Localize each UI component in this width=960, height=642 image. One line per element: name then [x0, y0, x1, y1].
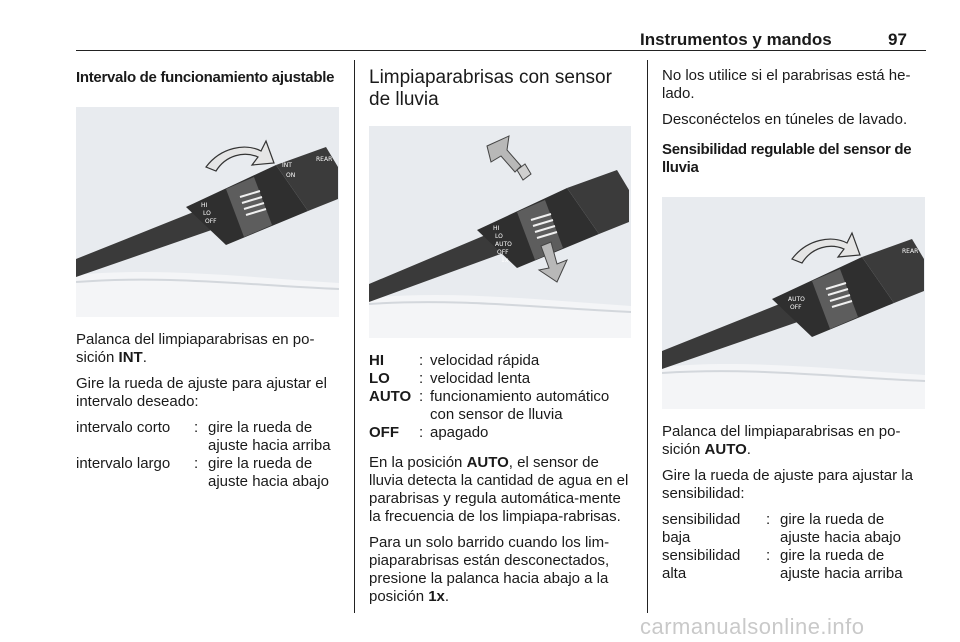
definition-description: gire la rueda de ajuste hacia abajo	[208, 455, 329, 490]
rotate-up-arrow-icon	[792, 233, 860, 263]
definition-term: intervalo corto	[76, 419, 171, 436]
paragraph: Desconéctelos en túneles de lavado.	[662, 111, 908, 128]
definition-row	[662, 547, 926, 583]
definition-row	[662, 511, 926, 547]
stalk-label: INT	[282, 162, 292, 169]
definition-separator: :	[194, 419, 199, 436]
column-3	[662, 58, 926, 583]
stalk-label: REAR	[316, 156, 333, 163]
paragraph: Para un solo barrido cuando los lim-piaparabrisas están desconectados, presione la palanca hacia abajo a la posición 1x.	[369, 534, 610, 605]
definition-row	[76, 455, 340, 491]
stalk-label: OFF	[205, 218, 217, 225]
definition-description: gire la rueda de ajuste hacia arriba	[208, 419, 331, 454]
definition-separator: :	[194, 455, 199, 472]
definition-list	[662, 511, 926, 583]
definition-separator: :	[419, 370, 424, 387]
definition-list	[76, 419, 340, 491]
wiper-stalk-illustration	[76, 107, 339, 317]
column-divider	[647, 60, 648, 613]
definition-separator: :	[766, 511, 771, 528]
stalk-label: LO	[203, 210, 211, 217]
paragraph: No los utilice si el parabrisas está he-lado.	[662, 67, 911, 102]
column-1	[76, 58, 340, 491]
watermark: carmanualsonline.info	[640, 614, 865, 639]
paragraph: En la posición AUTO, el sensor de lluvia detecta la cantidad de agua en el parabrisas y regula automática-mente la frecuencia de los limpiapa-rabrisas.	[369, 454, 629, 525]
definition-separator: :	[419, 424, 424, 441]
definition-description: velocidad rápida	[430, 352, 540, 369]
section-heading: Intervalo de funcionamiento ajustable	[76, 69, 335, 86]
header-rule	[76, 50, 926, 51]
stalk-label: OFF	[497, 249, 509, 256]
column-divider	[354, 60, 355, 613]
stalk-label: HI	[201, 202, 208, 209]
definition-description: funcionamiento automático con sensor de lluvia	[430, 388, 610, 423]
stalk-label: LO	[495, 233, 503, 240]
column-2	[369, 58, 632, 614]
definition-description: velocidad lenta	[430, 370, 531, 387]
stalk-label: HI	[493, 225, 500, 232]
definition-term: AUTO	[369, 388, 412, 405]
definition-description: gire la rueda de ajuste hacia arriba	[780, 547, 903, 582]
definition-term: sensibilidad baja	[662, 511, 741, 546]
definition-description: gire la rueda de ajuste hacia abajo	[780, 511, 901, 546]
page-header-title: Instrumentos y mandos	[640, 30, 832, 49]
section-heading: Sensibilidad regulable del sensor de lluvia	[662, 141, 912, 176]
section-heading: Limpiaparabrisas con sensor de lluvia	[369, 67, 612, 110]
stalk-label: AUTO	[788, 296, 805, 303]
stalk-label: AUTO	[495, 241, 512, 248]
definition-list	[369, 352, 632, 442]
page-number: 97	[888, 30, 907, 49]
wiper-stalk-sensitivity-illustration	[662, 197, 925, 409]
definition-row	[369, 424, 632, 442]
definition-row	[76, 419, 340, 455]
paragraph: Gire la rueda de ajuste para ajustar la sensibilidad:	[662, 467, 913, 502]
paragraph: Palanca del limpiaparabrisas en po-sición INT.	[76, 331, 315, 366]
definition-description: apagado	[430, 424, 489, 441]
stalk-label: REAR	[902, 248, 919, 255]
definition-separator: :	[766, 547, 771, 564]
stalk-label: 1x	[501, 257, 509, 264]
paragraph: Gire la rueda de ajuste para ajustar el intervalo deseado:	[76, 375, 327, 410]
definition-term: OFF	[369, 424, 399, 441]
definition-separator: :	[419, 352, 424, 369]
paragraph: Palanca del limpiaparabrisas en po-sición AUTO.	[662, 423, 901, 458]
definition-term: LO	[369, 370, 390, 387]
stalk-label: ON	[286, 172, 296, 179]
definition-term: intervalo largo	[76, 455, 171, 472]
definition-term: sensibilidad alta	[662, 547, 741, 582]
definition-row	[369, 388, 632, 424]
wiper-stalk-rain-sensor-illustration	[369, 126, 631, 338]
definition-row	[369, 352, 632, 370]
definition-term: HI	[369, 352, 384, 369]
rotate-up-arrow-icon	[206, 141, 274, 171]
stalk-label: OFF	[790, 304, 802, 311]
definition-row	[369, 370, 632, 388]
definition-separator: :	[419, 388, 424, 405]
push-up-arrow-icon	[487, 136, 521, 172]
